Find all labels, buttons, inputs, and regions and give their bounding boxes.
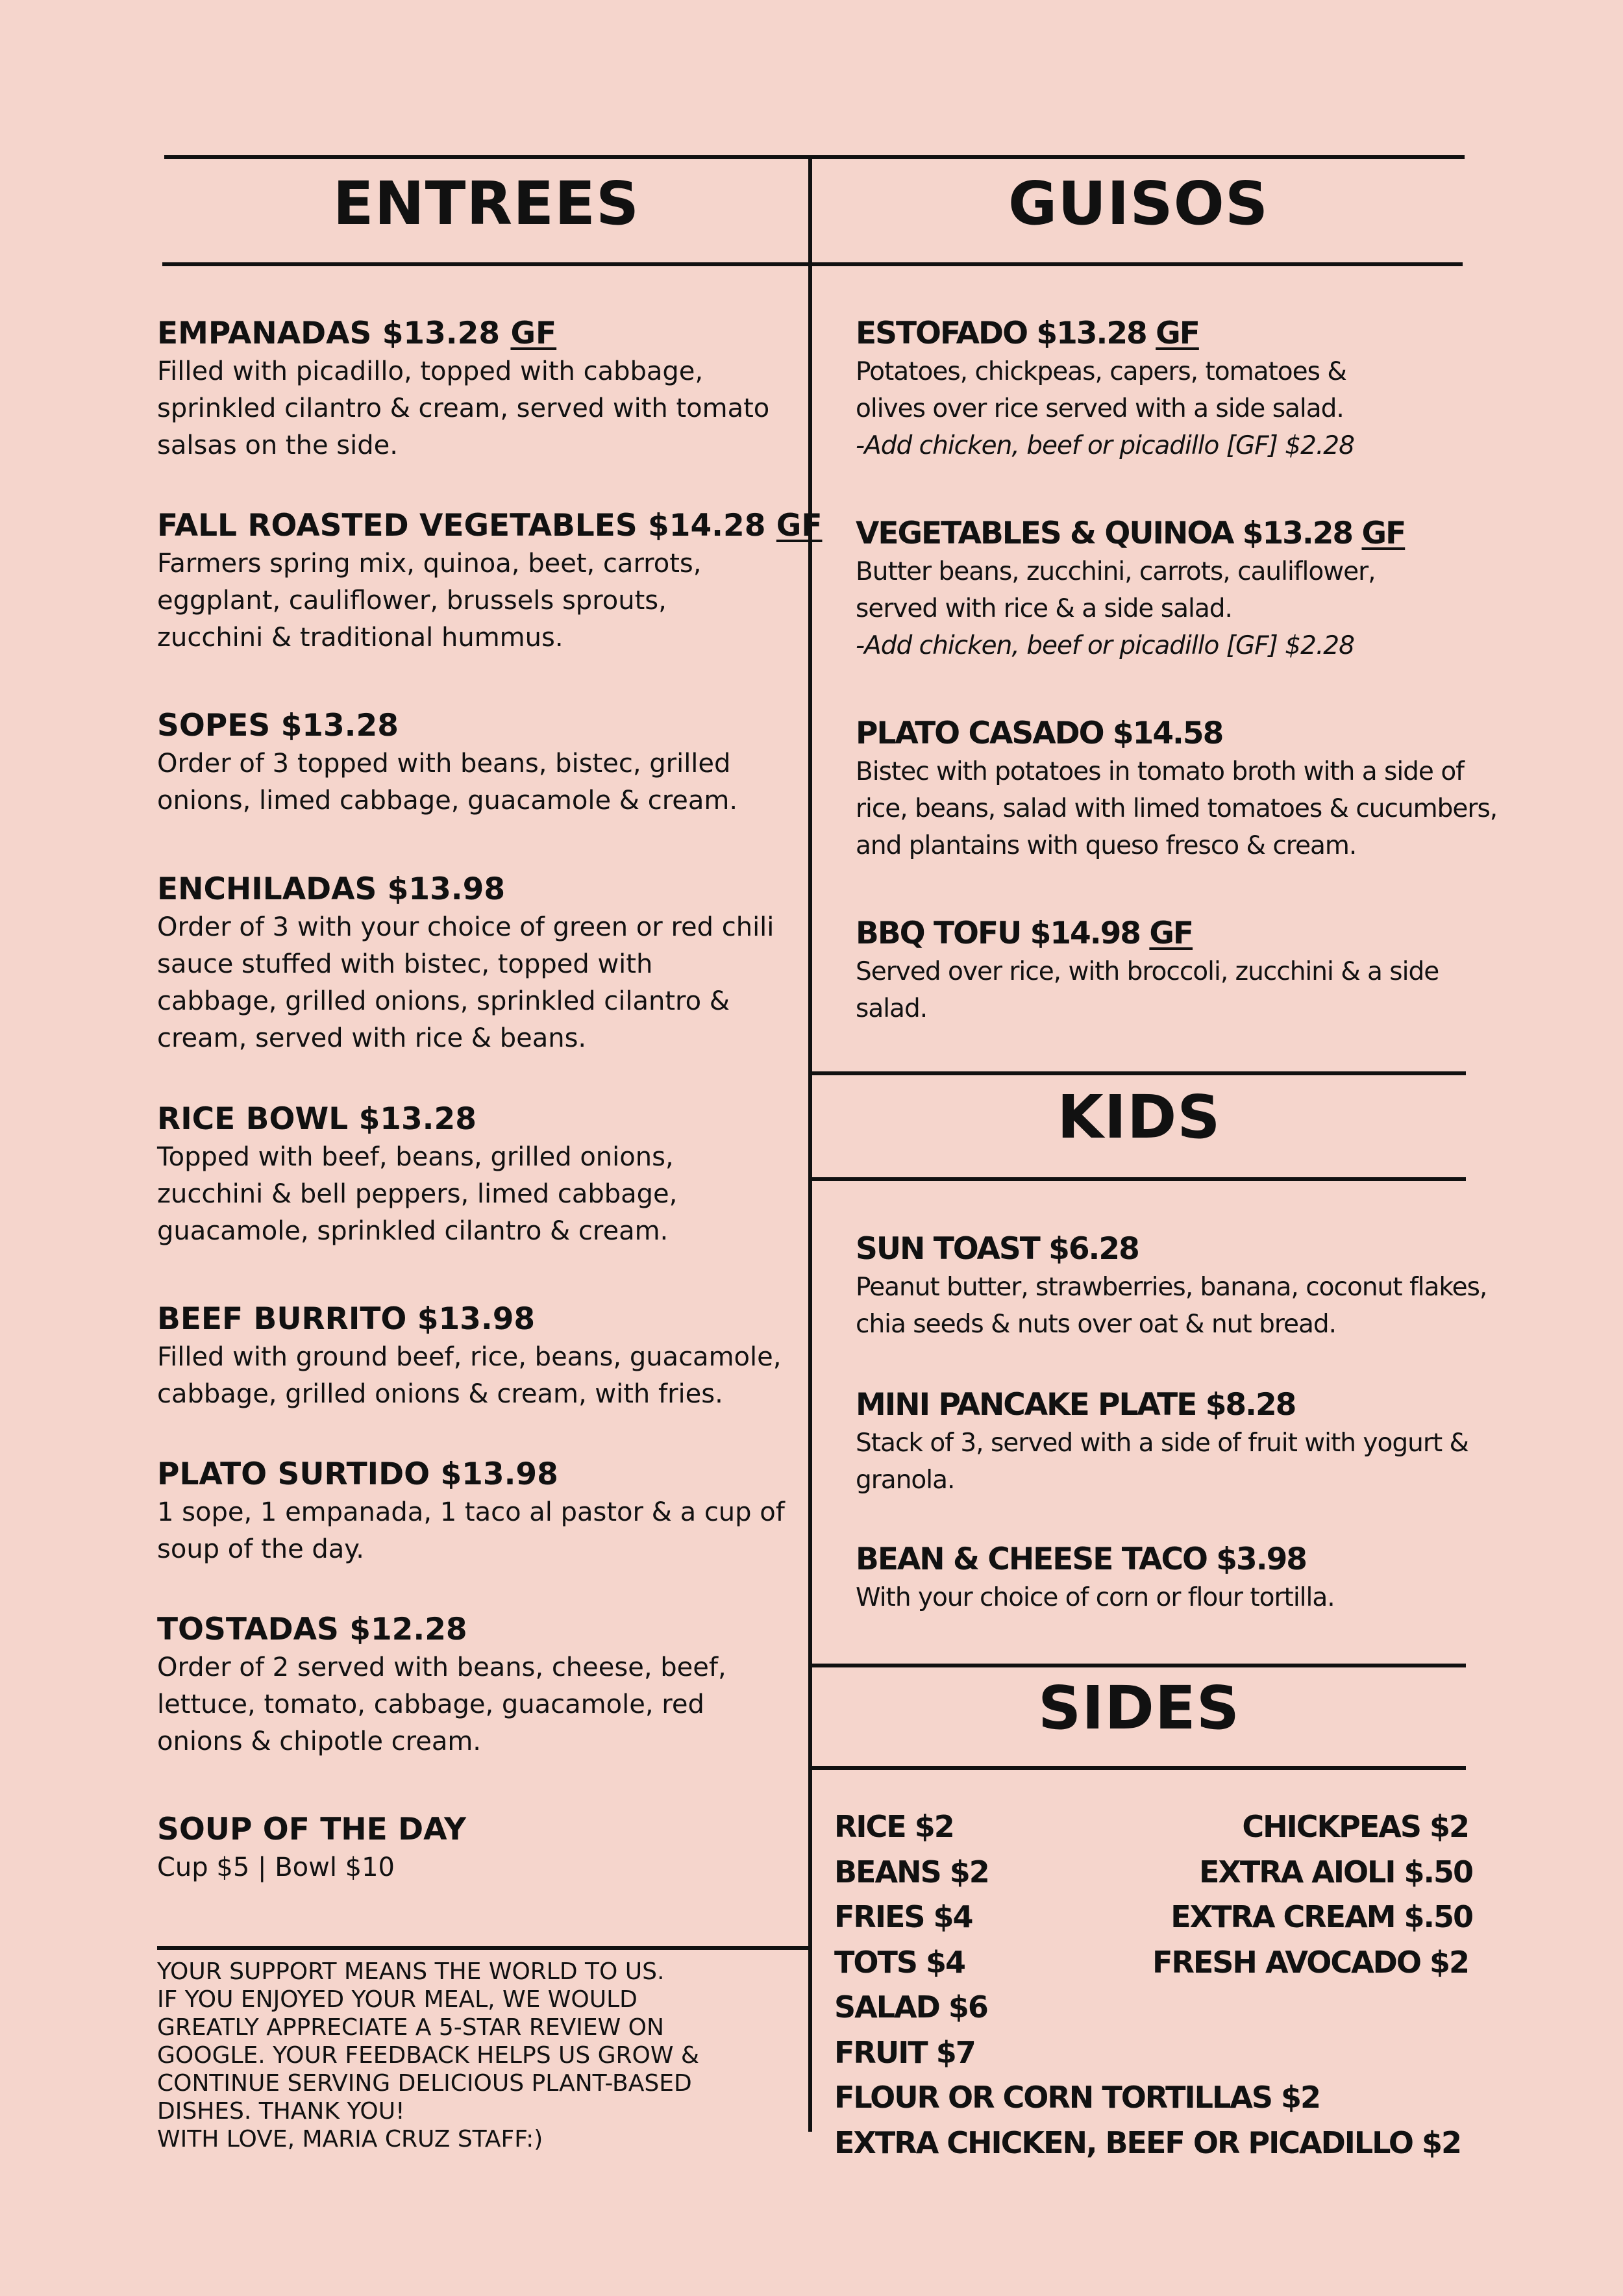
side-item-extra-protein: EXTRA CHICKEN, BEEF OR PICADILLO $2 bbox=[834, 2125, 1461, 2160]
menu-item-bbq-tofu bbox=[856, 914, 1524, 1027]
side-item-extra-aioli: EXTRA AIOLI $.50 bbox=[1198, 1854, 1472, 1890]
footer-rule bbox=[157, 1946, 810, 1950]
menu-item-vegetables-quinoa bbox=[856, 514, 1524, 664]
item-description: 1 sope, 1 empanada, 1 taco al pastor & a cup of soup of the day. bbox=[157, 1497, 785, 1564]
menu-item-fall-roasted-vegetables bbox=[157, 506, 823, 656]
item-description: Filled with ground beef, rice, beans, guacamole, cabbage, grilled onions & cream, with fries. bbox=[157, 1342, 782, 1409]
item-title: BEAN & CHEESE TACO $3.98 bbox=[856, 1541, 1306, 1577]
menu-item-sun-toast bbox=[856, 1230, 1524, 1343]
item-description: Butter beans, zucchini, carrots, cauliflower, served with rice & a side salad. bbox=[856, 557, 1376, 623]
item-title: TOSTADAS $12.28 bbox=[157, 1612, 467, 1647]
item-description: Farmers spring mix, quinoa, beet, carrots, eggplant, cauliflower, brussels sprouts, zucchini & traditional hummus. bbox=[157, 549, 702, 653]
menu-item-sopes bbox=[157, 706, 806, 819]
item-title: PLATO SURTIDO $13.98 bbox=[157, 1456, 558, 1492]
item-description: With your choice of corn or flour tortilla. bbox=[856, 1583, 1335, 1612]
item-description: Topped with beef, beans, grilled onions, zucchini & bell peppers, limed cabbage, guacamole, sprinkled cilantro & cream. bbox=[157, 1142, 678, 1246]
item-add-on-note: -Add chicken, beef or picadillo [GF] $2.28 bbox=[856, 631, 1354, 660]
item-title: SOUP OF THE DAY bbox=[157, 1812, 466, 1847]
item-description: Stack of 3, served with a side of fruit with yogurt & granola. bbox=[856, 1429, 1468, 1495]
top-rule bbox=[164, 155, 1465, 159]
item-title: PLATO CASADO $14.58 bbox=[856, 716, 1223, 751]
side-item-extra-cream: EXTRA CREAM $.50 bbox=[1171, 1899, 1472, 1934]
menu-item-plato-casado bbox=[856, 714, 1524, 864]
item-title: EMPANADAS $13.28 GF bbox=[157, 316, 557, 351]
guisos-heading: GUISOS bbox=[1008, 169, 1269, 238]
item-title: BEEF BURRITO $13.98 bbox=[157, 1301, 536, 1337]
item-description: Order of 3 topped with beans, bistec, grilled onions, limed cabbage, guacamole & cream. bbox=[157, 749, 738, 816]
menu-item-empanadas bbox=[157, 314, 806, 464]
menu-item-soup-of-the-day bbox=[157, 1810, 806, 1886]
side-item-rice: RICE $2 bbox=[834, 1809, 954, 1844]
item-title: BBQ TOFU $14.98 GF bbox=[856, 916, 1193, 951]
side-item-fries: FRIES $4 bbox=[834, 1899, 973, 1934]
item-description: Cup $5 | Bowl $10 bbox=[157, 1853, 395, 1882]
kids-heading: KIDS bbox=[1057, 1082, 1221, 1152]
item-title: VEGETABLES & QUINOA $13.28 GF bbox=[856, 516, 1406, 551]
header-bottom-rule-right bbox=[810, 262, 1463, 266]
side-item-fresh-avocado: FRESH AVOCADO $2 bbox=[1152, 1945, 1468, 1980]
gf-tag: GF bbox=[1156, 316, 1199, 351]
sides-heading: SIDES bbox=[1038, 1673, 1240, 1743]
sides-top-rule bbox=[812, 1664, 1466, 1667]
gf-tag: GF bbox=[1361, 516, 1406, 551]
side-item-salad: SALAD $6 bbox=[834, 1990, 987, 2025]
item-description: Potatoes, chickpeas, capers, tomatoes & olives over rice served with a side salad. bbox=[856, 357, 1346, 423]
gf-tag: GF bbox=[1149, 916, 1193, 951]
side-item-tots: TOTS $4 bbox=[834, 1945, 965, 1980]
menu-item-plato-surtido bbox=[157, 1455, 806, 1568]
side-item-chickpeas: CHICKPEAS $2 bbox=[1242, 1809, 1468, 1844]
side-item-tortillas: FLOUR OR CORN TORTILLAS $2 bbox=[834, 2080, 1320, 2115]
menu-item-rice-bowl bbox=[157, 1100, 806, 1250]
kids-top-rule bbox=[812, 1071, 1466, 1075]
menu-item-enchiladas bbox=[157, 870, 806, 1057]
item-title: RICE BOWL $13.28 bbox=[157, 1101, 477, 1137]
item-add-on-note: -Add chicken, beef or picadillo [GF] $2.28 bbox=[856, 431, 1354, 460]
menu-item-bean-cheese-taco bbox=[856, 1540, 1524, 1616]
side-item-fruit: FRUIT $7 bbox=[834, 2035, 975, 2070]
item-title: SUN TOAST $6.28 bbox=[856, 1231, 1139, 1267]
side-item-beans: BEANS $2 bbox=[834, 1854, 989, 1890]
menu-item-tostadas bbox=[157, 1610, 806, 1760]
entrees-heading: ENTREES bbox=[332, 169, 640, 238]
item-title: ESTOFADO $13.28 GF bbox=[856, 316, 1199, 351]
item-title: FALL ROASTED VEGETABLES $14.28 GF bbox=[157, 508, 823, 543]
item-description: Served over rice, with broccoli, zucchini & a side salad. bbox=[856, 957, 1439, 1023]
menu-item-mini-pancake-plate bbox=[856, 1386, 1524, 1499]
gf-tag: GF bbox=[776, 508, 823, 543]
header-bottom-rule-left bbox=[162, 262, 810, 266]
item-description: Peanut butter, strawberries, banana, coconut flakes, chia seeds & nuts over oat & nut bread. bbox=[856, 1273, 1487, 1339]
item-description: Order of 2 served with beans, cheese, beef, lettuce, tomato, cabbage, guacamole, red onions & chipotle cream. bbox=[157, 1653, 726, 1756]
kids-bottom-rule bbox=[812, 1177, 1466, 1181]
item-description: Order of 3 with your choice of green or red chili sauce stuffed with bistec, topped with cabbage, grilled onions, sprinkled cilantro & cream, served with rice & beans. bbox=[157, 912, 774, 1053]
support-note: YOUR SUPPORT MEANS THE WORLD TO US. IF YOU ENJOYED YOUR MEAL, WE WOULD GREATLY APPRECIATE A 5-STAR REVIEW ON GOOGLE. YOUR FEEDBACK HELPS US GROW & CONTINUE SERVING DELICIOUS PLANT-BASED DISHES. THANK YOU! WITH LOVE, MARIA CRUZ STAFF:) bbox=[157, 1958, 699, 2152]
item-title: ENCHILADAS $13.98 bbox=[157, 871, 506, 907]
sides-bottom-rule bbox=[812, 1766, 1466, 1770]
item-title: SOPES $13.28 bbox=[157, 708, 399, 743]
menu-item-beef-burrito bbox=[157, 1300, 806, 1413]
item-title: MINI PANCAKE PLATE $8.28 bbox=[856, 1387, 1296, 1423]
menu-item-estofado bbox=[856, 314, 1524, 464]
gf-tag: GF bbox=[510, 316, 557, 351]
item-description: Bistec with potatoes in tomato broth with a side of rice, beans, salad with limed tomatoes & cucumbers, and plantains with queso fresco & cream. bbox=[856, 757, 1498, 860]
item-description: Filled with picadillo, topped with cabbage, sprinkled cilantro & cream, served with tomato salsas on the side. bbox=[157, 356, 770, 460]
